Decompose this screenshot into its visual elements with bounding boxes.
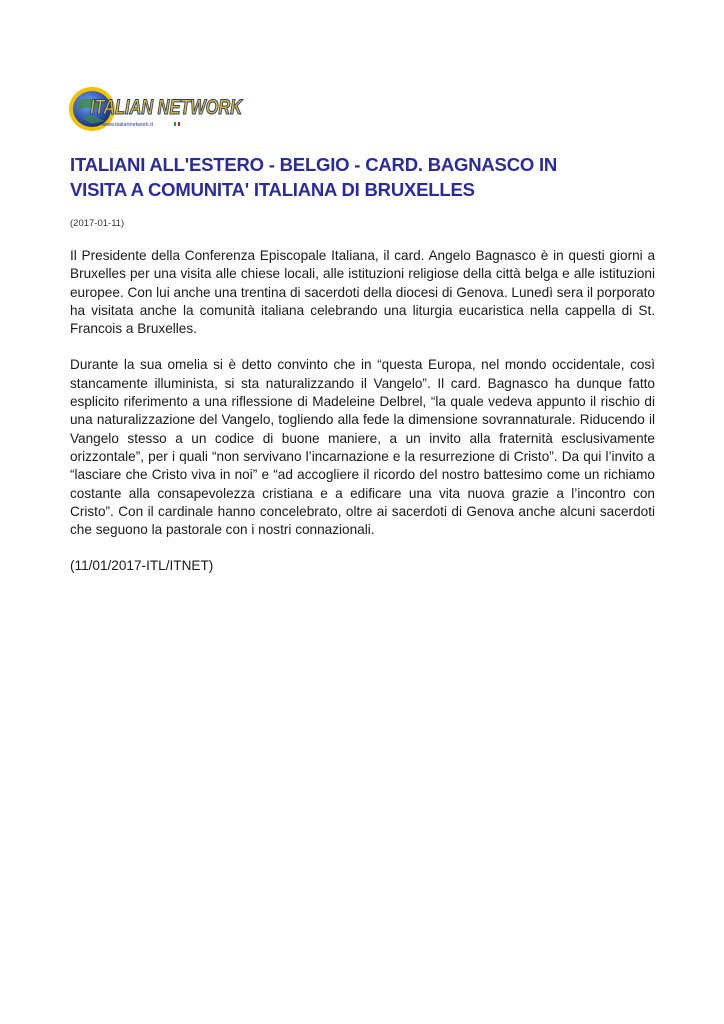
article-date: (2017-01-11) [70,218,125,229]
logo-url: www.italiannetwork.it [102,122,154,128]
source-note: (11/01/2017-ITL/ITNET) [70,558,214,574]
paragraph-2: Durante la sua omelia si è detto convinto che in “questa Europa, nel mondo occidentale, così stancamente illuminista, si sta naturalizzando il Vangelo”. Il card. Bagnasco ha dunque fatto esplicito riferimento a una riflessione di Madeleine Delbrel, “la quale vedeva appunto il rischio di una naturalizzazione del Vangelo, togliendo alla fede la dimensione sovrannaturale. Riducendo il Vangelo stesso a un codice di buone maniere, a un invito alla fraternità esclusivamente orizzontale”, per i quali “non servivano l’incarnazione e la resurrezione di Cristo”. Da qui l’invito a “lasciare che Cristo viva in noi” e “ad accogliere il ricordo del nostro battesimo come un richiamo costante alla consapevolezza cristiana e a edificare una vita nuova grazie a l’incontro con Cristo”. Con il cardinale hanno concelebrato, oltre ai sacerdoti di Genova anche alcuni sacerdoti che seguono la pastorale con i nostri connazionali. [70,357,655,538]
article-body [70,247,655,594]
logo-text: ITALIAN NETWORK [90,96,244,119]
article-title: ITALIANI ALL'ESTERO - BELGIO - CARD. BAGNASCO IN VISITA A COMUNITA' ITALIANA DI BRUXELLES [70,154,558,200]
italian-network-logo [68,84,244,134]
paragraph-1: Il Presidente della Conferenza Episcopale Italiana, il card. Angelo Bagnasco è in questi giorni a Bruxelles per una visita alle chiese locali, alle istituzioni religiose della città belga e alle istituzioni europee. Con lui anche una trentina di sacerdoti della diocesi di Genova. Lunedì sera il porporato ha visitata anche la comunità italiana celebrando una liturgia eucaristica nella cappella di St. Francois a Bruxelles. [70,248,655,337]
